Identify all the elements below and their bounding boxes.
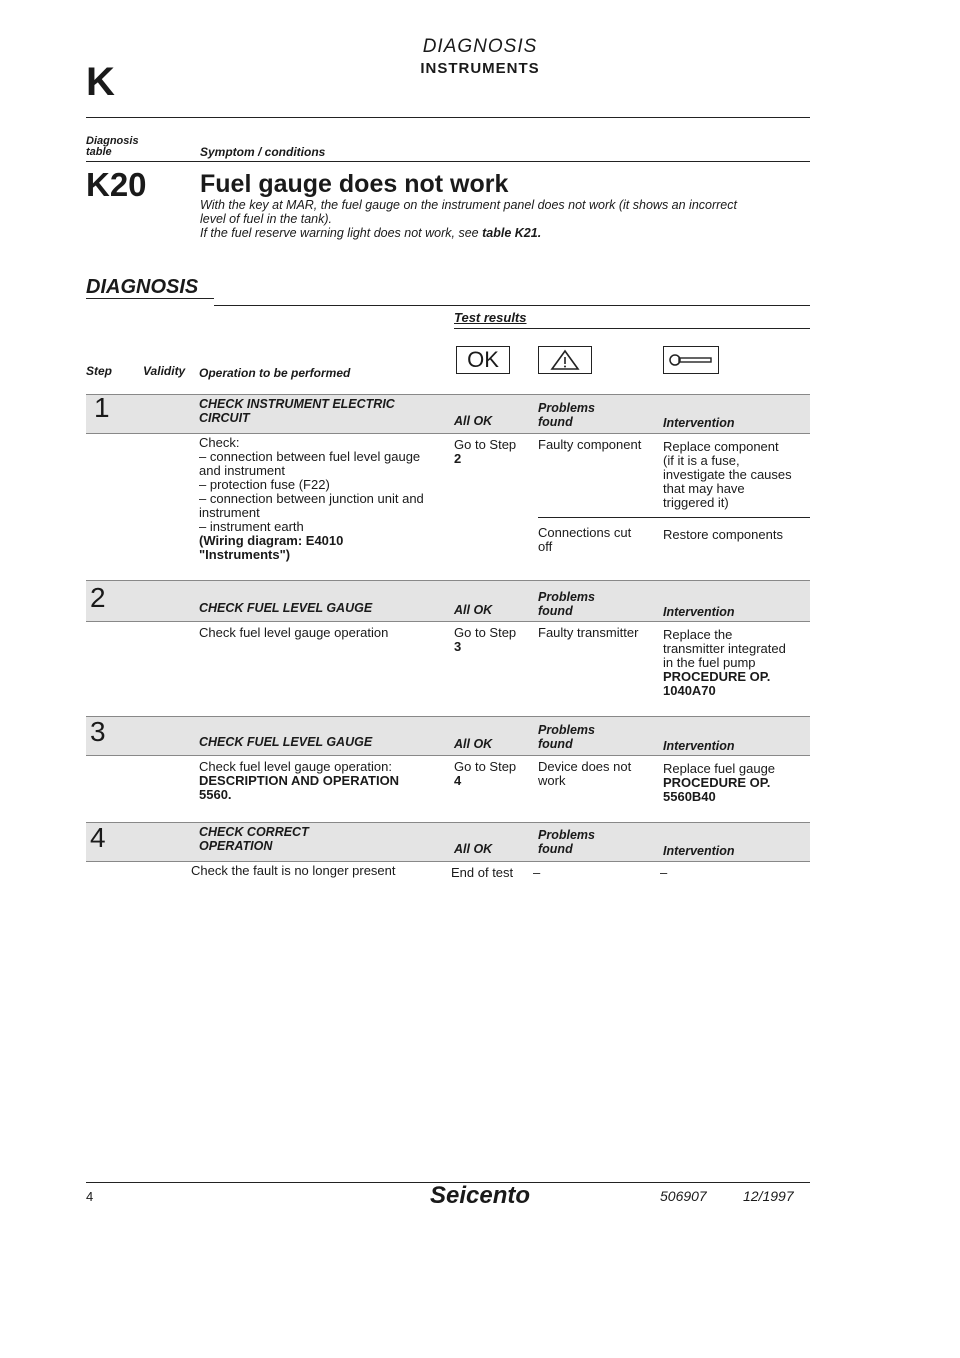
step-4-operation: Check the fault is no longer present (191, 863, 396, 878)
ok-icon: OK (456, 346, 510, 374)
step-3-intervention-text: Replace fuel gauge PROCEDURE OP. 5560B40 (663, 761, 776, 804)
symptom-code: K20 (86, 166, 147, 203)
brand-logo: Seicento (429, 1182, 531, 1209)
step-4-all-ok: All OK (454, 842, 493, 856)
step-4-result: End of test (451, 865, 514, 880)
step-3-operation: Check fuel level gauge operation: DESCRIPTION AND OPERATION 5560. (199, 759, 400, 802)
col-operation: Operation to be performed (199, 366, 351, 380)
step-2-problem: Faulty transmitter (538, 625, 639, 640)
step-3-intervention: Intervention (663, 739, 735, 753)
section-letter: K (86, 60, 115, 104)
wrench-icon (663, 346, 719, 374)
table-reference: table K21. (482, 226, 542, 240)
document-title: DIAGNOSIS (422, 36, 538, 57)
page-number: 4 (86, 1189, 94, 1204)
step-4-problems-found: Problems found (538, 828, 595, 856)
step-1-intervention-a: Replace component (if it is a fuse, investigate the causes that may have triggered it) (663, 439, 792, 510)
col-validity: Validity (143, 364, 186, 378)
step-2-intervention: Intervention (663, 605, 735, 619)
step-4-number: 4 (90, 822, 106, 853)
doc-code: 506907 (660, 1188, 707, 1204)
step-3-problem: Device does not work (538, 759, 632, 788)
symptom-title: Fuel gauge does not work (200, 170, 509, 198)
step-2-number: 2 (90, 582, 106, 613)
step-2-title: CHECK FUEL LEVEL GAUGE (199, 601, 373, 615)
symptom-description: With the key at MAR, the fuel gauge on the instrument panel does not work (it shows an incorrect level of fuel in the tank). If the fuel reserve warning light does not work, see table K21. (200, 198, 737, 240)
step-3-problems-found: Problems found (538, 723, 595, 751)
step-2-operation: Check fuel level gauge operation (199, 625, 389, 640)
step-3-title: CHECK FUEL LEVEL GAUGE (199, 735, 373, 749)
document-subtitle: INSTRUMENTS (420, 60, 540, 77)
warning-icon (538, 346, 592, 374)
step-1-sub-rule (538, 517, 810, 518)
test-results-rule (454, 328, 810, 329)
step-2-intervention-text: Replace the transmitter integrated in the fuel pump PROCEDURE OP. 1040A70 (663, 627, 786, 698)
step-4-title: CHECK CORRECT OPERATION (199, 825, 309, 853)
step-4-intervention: Intervention (663, 844, 735, 858)
step-1-number: 1 (94, 392, 110, 423)
diagnosis-table-label: Diagnosis table (86, 135, 139, 158)
col-step: Step (86, 364, 113, 378)
step-2-problems-found: Problems found (538, 590, 595, 618)
step-4-intervention-text: – (660, 865, 668, 880)
table-head-rule (86, 161, 810, 162)
step-1-problem-b: Connections cut off (538, 525, 632, 554)
step-1-operation: Check: – connection between fuel level gauge and instrument – protection fuse (F22) – connection between junction unit and instrument – instrument earth (Wiring diagram: E4010 "Instruments") (199, 435, 424, 562)
diagnosis-rule (214, 305, 810, 306)
step-4-problem: – (533, 865, 541, 880)
step-1-result: Go to Step 2 (454, 437, 517, 466)
test-results-label: Test results (454, 310, 527, 325)
doc-date: 12/1997 (743, 1188, 794, 1204)
step-1-all-ok: All OK (454, 414, 493, 428)
step-3-all-ok: All OK (454, 737, 493, 751)
step-1-problem-a: Faulty component (538, 437, 642, 452)
step-2-result: Go to Step 3 (454, 625, 517, 654)
step-1-problems-found: Problems found (538, 401, 595, 429)
step-2-all-ok: All OK (454, 603, 493, 617)
step-3-number: 3 (90, 716, 106, 747)
diagnosis-underline (86, 298, 214, 299)
step-1-title: CHECK INSTRUMENT ELECTRIC CIRCUIT (199, 397, 395, 425)
diagnosis-heading: DIAGNOSIS (86, 276, 199, 298)
step-3-result: Go to Step 4 (454, 759, 517, 788)
symptom-conditions-label: Symptom / conditions (200, 145, 326, 159)
header-rule (86, 117, 810, 118)
step-1-intervention: Intervention (663, 416, 735, 430)
step-1-intervention-b: Restore components (663, 527, 783, 542)
